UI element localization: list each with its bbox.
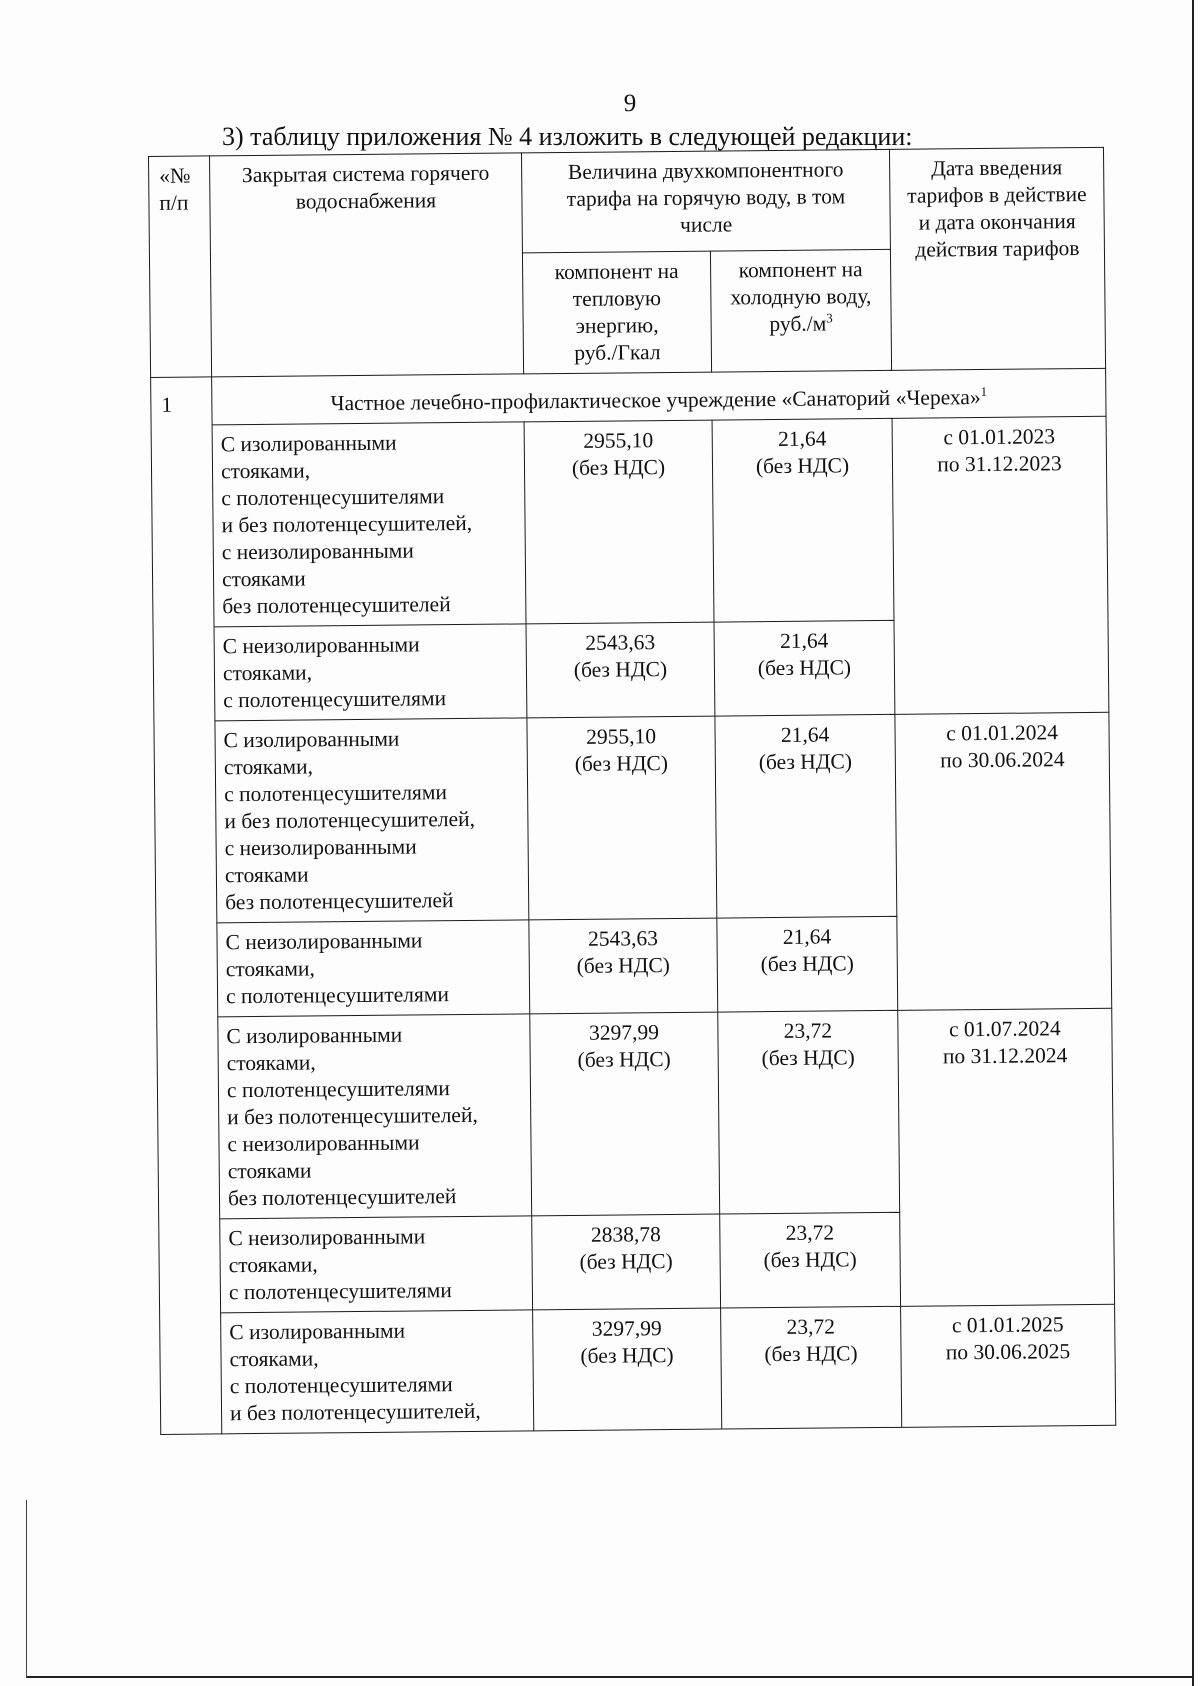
page-edge-left	[26, 1500, 27, 1678]
cold-component-value: 23,72 (без НДС)	[720, 1212, 901, 1308]
heat-component-value: 2955,10 (без НДС)	[524, 420, 714, 624]
page-edge-bottom	[26, 1676, 1192, 1678]
heat-component-value: 2838,78 (без НДС)	[532, 1214, 721, 1310]
header-system: Закрытая система горячего водоснабжения	[210, 153, 524, 377]
cold-component-value: 21,64 (без НДС)	[715, 714, 897, 918]
table-row	[157, 1008, 1114, 1219]
cold-component-value: 23,72 (без НДС)	[721, 1306, 902, 1429]
cold-component-value: 23,72 (без НДС)	[718, 1010, 900, 1214]
table-row	[154, 712, 1111, 923]
heat-component-value: 2543,63 (без НДС)	[526, 622, 715, 718]
tariff-table-wrapper	[148, 147, 1116, 1435]
system-type-cell: С изолированными стояками, с полотенцесушителями и без полотенцесушителей, с неизолированными стояками без полотенцесушителей	[215, 718, 529, 923]
cold-component-value: 21,64 (без НДС)	[714, 620, 895, 716]
system-type-cell: С изолированными стояками, с полотенцесушителями и без полотенцесушителей, с неизолированными стояками без полотенцесушителей	[212, 422, 526, 627]
tariff-period-cell: с 01.01.2024 по 30.06.2024	[895, 712, 1112, 1010]
heat-component-value: 3297,99 (без НДС)	[530, 1012, 720, 1216]
tariff-period-cell: с 01.07.2024 по 31.12.2024	[898, 1008, 1115, 1306]
heat-component-value: 3297,99 (без НДС)	[533, 1308, 722, 1431]
tariff-period-cell: с 01.01.2023 по 31.12.2023	[892, 416, 1109, 714]
system-type-cell: С неизолированными стояками, с полотенцесушителями	[220, 1216, 533, 1313]
tariff-period-cell: с 01.01.2025 по 30.06.2025	[901, 1304, 1116, 1427]
header-heat-component: компонент на тепловую энергию, руб./Гкал	[522, 251, 711, 374]
header-cold-component: компонент на холодную воду, $руб./м^3$	[710, 249, 891, 372]
organization-name: Частное лечебно-профилактическое учреждение «Санаторий «Череха»$^1$	[212, 368, 1106, 425]
system-type-cell: С неизолированными стояками, с полотенцесушителями	[214, 624, 527, 721]
intro-text: 3) таблицу приложения № 4 изложить в следующей редакции:	[222, 122, 913, 151]
row-number-cell: 1	[151, 377, 222, 1435]
system-type-cell: С неизолированными стояками, с полотенцесушителями	[217, 920, 530, 1017]
header-date: Дата введения тарифов в действие и дата окончания действия тарифов	[889, 147, 1105, 370]
page-number: 9	[623, 90, 637, 117]
heat-component-value: 2955,10 (без НДС)	[527, 716, 717, 920]
header-tariff: Величина двухкомпонентного тарифа на горячую воду, в том числе	[521, 149, 890, 253]
table-row	[151, 416, 1108, 627]
table-row	[160, 1304, 1116, 1434]
heat-component-value: 2543,63 (без НДС)	[529, 918, 718, 1014]
cold-component-value: 21,64 (без НДС)	[712, 418, 894, 622]
system-type-cell: С изолированными стояками, с полотенцесушителями и без полотенцесушителей,	[221, 1310, 534, 1434]
tariff-table	[148, 147, 1116, 1435]
cold-component-value: 21,64 (без НДС)	[717, 916, 898, 1012]
system-type-cell: С изолированными стояками, с полотенцесушителями и без полотенцесушителей, с неизолированными стояками без полотенцесушителей	[218, 1014, 532, 1219]
header-num: «№ п/п	[149, 156, 212, 378]
tariff-table-body	[151, 368, 1116, 1434]
page-edge-right	[1192, 0, 1194, 1686]
